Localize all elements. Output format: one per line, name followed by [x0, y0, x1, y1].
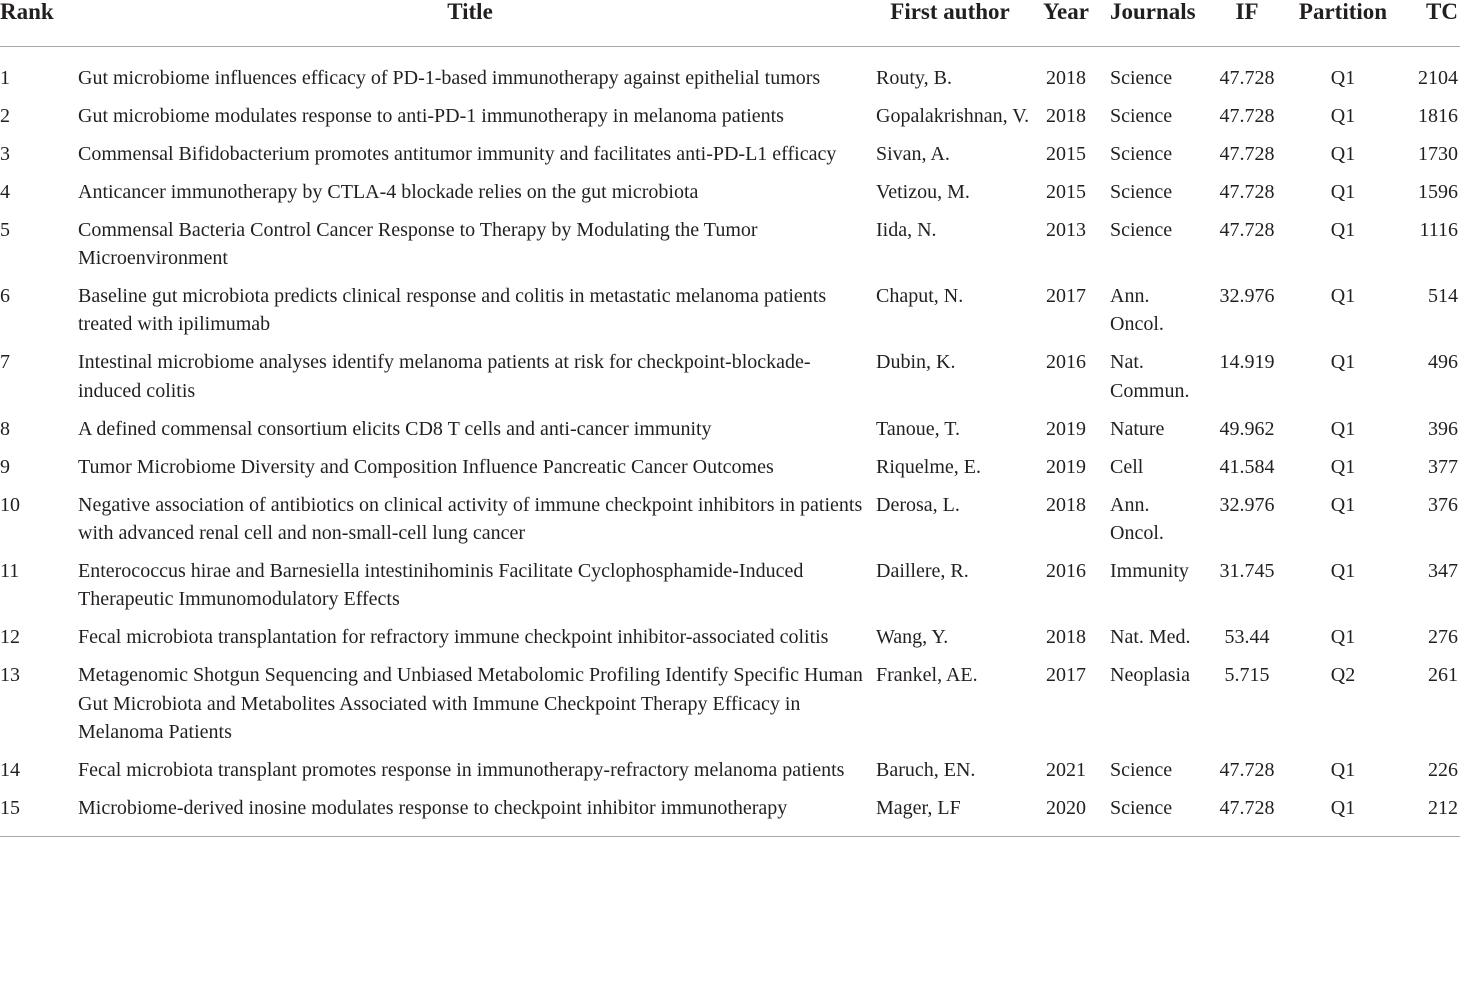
cell-if: 32.976	[1219, 284, 1275, 307]
cell-tc: 1116	[1419, 218, 1458, 241]
cell-title: Microbiome-derived inosine modulates response to checkpoint inhibitor immunotherapy	[70, 794, 870, 837]
cell-partition: Q1	[1330, 104, 1356, 127]
cell-rank: 4	[0, 180, 10, 203]
cell-first-author: Routy, B.	[876, 67, 952, 89]
cell-year: 2018	[1046, 626, 1086, 649]
cell-first-author: Tanoue, T.	[876, 417, 960, 440]
cell-year: 2018	[1046, 67, 1086, 89]
table-row	[0, 102, 1460, 140]
cell-if: 47.728	[1219, 218, 1275, 241]
table-row	[0, 216, 1460, 282]
cell-first-author: Chaput, N.	[876, 284, 964, 307]
cell-tc: 1730	[1418, 142, 1458, 165]
cell-partition: Q1	[1330, 559, 1356, 582]
cell-journal: Science	[1110, 142, 1173, 165]
cell-rank: 1	[0, 67, 10, 89]
cell-title: Metagenomic Shotgun Sequencing and Unbiased Metabolomic Profiling Identify Specific Human Gut Microbiota and Metabolites Associated with Immune Checkpoint Therapy Efficacy in Melanoma Patients	[78, 664, 863, 744]
cell-journal: Immunity	[1110, 559, 1189, 582]
cell-tc: 347	[1428, 559, 1458, 582]
cell-year: 2020	[1030, 794, 1102, 837]
cell-journal: Science	[1110, 759, 1173, 782]
cell-first-author: Wang, Y.	[876, 626, 949, 649]
cell-first-author: Dubin, K.	[876, 351, 956, 374]
table-row	[0, 661, 1460, 756]
cell-title: Intestinal microbiome analyses identify melanoma patients at risk for checkpoint-blockade-induced colitis	[78, 351, 811, 402]
cell-title: Commensal Bacteria Control Cancer Response to Therapy by Modulating the Tumor Microenvironment	[78, 218, 758, 270]
cell-title: Enterococcus hirae and Barnesiella intestinihominis Facilitate Cyclophosphamide-Induced Therapeutic Immunomodulatory Effects	[78, 559, 804, 611]
cell-year: 2016	[1046, 559, 1086, 582]
cell-if: 31.745	[1219, 559, 1275, 582]
cell-first-author: Gopalakrishnan, V.	[876, 104, 1030, 127]
cell-rank: 12	[0, 626, 20, 649]
cell-first-author: Sivan, A.	[876, 142, 950, 165]
cell-tc: 1596	[1418, 180, 1458, 203]
table-row	[0, 415, 1460, 453]
cell-rank: 2	[0, 104, 10, 127]
cell-title: Anticancer immunotherapy by CTLA-4 blockade relies on the gut microbiota	[78, 180, 699, 203]
cell-journal: Science	[1110, 104, 1173, 127]
cell-rank: 14	[0, 759, 20, 782]
cell-year: 2017	[1046, 664, 1086, 687]
cell-if: 14.919	[1219, 351, 1275, 374]
cell-journal: Ann. Oncol.	[1110, 284, 1164, 336]
cell-partition: Q1	[1330, 180, 1356, 203]
cell-journal: Science	[1110, 67, 1173, 89]
cell-if: 47.728	[1200, 794, 1294, 837]
cell-rank: 9	[0, 455, 10, 478]
cell-tc: 377	[1428, 455, 1458, 478]
cell-year: 2021	[1046, 759, 1086, 782]
cell-first-author: Iida, N.	[876, 218, 937, 241]
cell-if: 49.962	[1219, 417, 1275, 440]
table-row	[0, 47, 1460, 102]
cell-tc: 1816	[1418, 104, 1458, 127]
cell-first-author: Daillere, R.	[876, 559, 969, 582]
header-partition: Partition	[1294, 0, 1392, 47]
table-row	[0, 348, 1460, 414]
cell-rank: 11	[0, 559, 20, 582]
cell-if: 47.728	[1219, 67, 1275, 89]
cell-journal: Science	[1102, 794, 1200, 837]
cell-partition: Q1	[1330, 284, 1356, 307]
cell-journal: Neoplasia	[1110, 664, 1190, 687]
table-row	[0, 491, 1460, 557]
cell-year: 2015	[1046, 180, 1086, 203]
cell-if: 47.728	[1219, 180, 1275, 203]
table-row	[0, 794, 1460, 837]
header-tc: TC	[1392, 0, 1460, 47]
cell-tc: 396	[1428, 417, 1458, 440]
cell-title: Tumor Microbiome Diversity and Composition Influence Pancreatic Cancer Outcomes	[78, 455, 774, 478]
cell-first-author: Derosa, L.	[876, 493, 960, 516]
cell-partition: Q1	[1330, 67, 1356, 89]
cell-rank: 8	[0, 417, 10, 440]
cell-tc: 212	[1392, 794, 1460, 837]
cell-partition: Q1	[1330, 218, 1356, 241]
header-journals: Journals	[1102, 0, 1200, 47]
cell-if: 5.715	[1224, 664, 1270, 687]
header-title: Title	[70, 0, 870, 47]
header-rank: Rank	[0, 0, 70, 47]
cell-if: 53.44	[1224, 626, 1270, 649]
cell-title: Commensal Bifidobacterium promotes antitumor immunity and facilitates anti-PD-L1 efficacy	[78, 142, 837, 165]
cell-journal: Nat. Commun.	[1110, 351, 1190, 402]
cell-year: 2019	[1046, 455, 1086, 478]
table-row	[0, 453, 1460, 491]
cell-journal: Ann. Oncol.	[1110, 493, 1164, 545]
table-row	[0, 756, 1460, 794]
cell-if: 47.728	[1219, 142, 1275, 165]
cell-title: Gut microbiome modulates response to anti-PD-1 immunotherapy in melanoma patients	[78, 104, 784, 127]
cell-tc: 514	[1428, 284, 1458, 307]
cell-if: 47.728	[1219, 759, 1275, 782]
cell-partition: Q1	[1330, 759, 1356, 782]
header-first-author: First author	[870, 0, 1030, 47]
cell-first-author: Vetizou, M.	[876, 180, 970, 203]
cell-first-author: Frankel, AE.	[876, 664, 978, 687]
cell-year: 2015	[1046, 142, 1086, 165]
cell-partition: Q1	[1330, 493, 1356, 516]
cell-first-author: Riquelme, E.	[876, 455, 981, 478]
cell-journal: Nat. Med.	[1110, 626, 1191, 649]
cell-rank: 10	[0, 493, 20, 516]
cell-year: 2019	[1046, 417, 1086, 440]
cell-journal: Cell	[1110, 455, 1144, 478]
cell-partition: Q1	[1330, 142, 1356, 165]
cell-rank: 15	[0, 794, 70, 837]
cell-first-author: Baruch, EN.	[876, 759, 976, 782]
table-row	[0, 623, 1460, 661]
table-row	[0, 140, 1460, 178]
cell-partition: Q1	[1330, 455, 1356, 478]
cell-rank: 6	[0, 284, 10, 307]
cell-if: 32.976	[1219, 493, 1275, 516]
cell-rank: 13	[0, 664, 20, 687]
cell-tc: 496	[1428, 351, 1458, 374]
table-header	[0, 0, 1460, 47]
cell-rank: 5	[0, 218, 10, 241]
table-row	[0, 178, 1460, 216]
cell-year: 2018	[1046, 104, 1086, 127]
cell-journal: Nature	[1110, 417, 1165, 440]
cell-title: Baseline gut microbiota predicts clinical response and colitis in metastatic melanoma patients treated with ipilimumab	[78, 284, 827, 336]
cell-first-author: Mager, LF	[870, 794, 1030, 837]
header-row	[0, 0, 1460, 47]
header-year: Year	[1030, 0, 1102, 47]
cell-title: Negative association of antibiotics on clinical activity of immune checkpoint inhibitors in patients with advanced renal cell and non-small-cell lung cancer	[78, 493, 863, 545]
cell-year: 2016	[1046, 351, 1086, 374]
cell-year: 2018	[1046, 493, 1086, 516]
cell-title: A defined commensal consortium elicits CD8 T cells and anti-cancer immunity	[78, 417, 712, 440]
cell-journal: Science	[1110, 218, 1173, 241]
table-row	[0, 557, 1460, 623]
cell-tc: 261	[1428, 664, 1458, 687]
header-if: IF	[1200, 0, 1294, 47]
cell-rank: 7	[0, 351, 10, 374]
table-body	[0, 47, 1460, 837]
cell-tc: 276	[1428, 626, 1458, 649]
cell-partition: Q1	[1294, 794, 1392, 837]
cell-if: 41.584	[1219, 455, 1275, 478]
cell-journal: Science	[1110, 180, 1173, 203]
cell-title: Fecal microbiota transplantation for refractory immune checkpoint inhibitor-associated colitis	[78, 626, 829, 649]
cell-partition: Q1	[1330, 626, 1356, 649]
cell-tc: 2104	[1418, 67, 1458, 89]
cell-title: Fecal microbiota transplant promotes response in immunotherapy-refractory melanoma patients	[78, 759, 845, 782]
cell-rank: 3	[0, 142, 10, 165]
cell-partition: Q1	[1330, 417, 1356, 440]
cell-partition: Q2	[1330, 664, 1356, 687]
cell-tc: 376	[1428, 493, 1458, 516]
table-row	[0, 282, 1460, 348]
cell-year: 2017	[1046, 284, 1086, 307]
cell-title: Gut microbiome influences efficacy of PD-1-based immunotherapy against epithelial tumors	[78, 67, 821, 89]
cell-tc: 226	[1428, 759, 1458, 782]
cell-year: 2013	[1046, 218, 1086, 241]
cell-partition: Q1	[1330, 351, 1356, 374]
cell-if: 47.728	[1219, 104, 1275, 127]
